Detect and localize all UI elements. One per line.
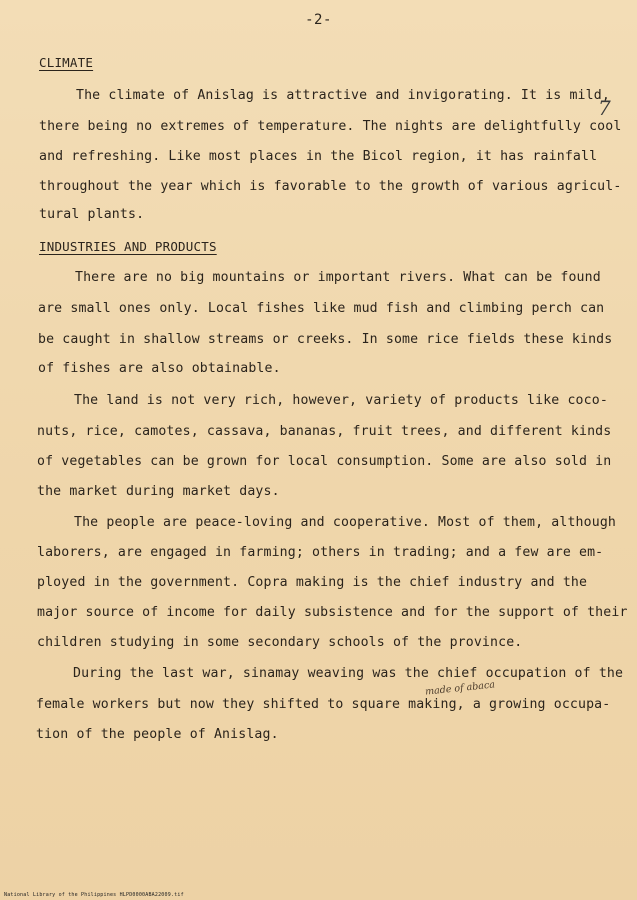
text-line: there being no extremes of temperature. The nights are delightfully cool (39, 119, 622, 134)
text-line: of fishes are also obtainable. (38, 361, 281, 376)
text-line: are small ones only. Local fishes like mud fish and climbing perch can (38, 301, 605, 316)
text-line: and refreshing. Like most places in the Bicol region, it has rainfall (39, 149, 598, 164)
text-line: The climate of Anislag is attractive and invigorating. It is mild, (76, 88, 610, 103)
text-line: nuts, rice, camotes, cassava, bananas, fruit trees, and different kinds (37, 424, 612, 439)
industries-heading: INDUSTRIES AND PRODUCTS (39, 239, 217, 254)
text-line: of vegetables can be grown for local consumption. Some are also sold in (37, 454, 612, 469)
text-line: female workers but now they shifted to square making, a growing occupa- (36, 697, 611, 712)
text-line: During the last war, sinamay weaving was the chief occupation of the (73, 666, 624, 681)
text-line: the market during market days. (37, 484, 280, 499)
text-line: There are no big mountains or important rivers. What can be found (75, 270, 601, 285)
handwritten-insert: made of abaca (424, 679, 496, 698)
text-line: ployed in the government. Copra making is the chief industry and the (37, 575, 588, 590)
climate-heading: CLIMATE (39, 55, 94, 70)
text-line: tion of the people of Anislag. (36, 727, 279, 742)
text-line: laborers, are engaged in farming; others in trading; and a few are em- (37, 545, 604, 560)
margin-mark: 7 (598, 96, 611, 120)
text-line: The land is not very rich, however, variety of products like coco- (74, 393, 608, 408)
text-line: children studying in some secondary schools of the province. (37, 635, 523, 650)
scan-footer: National Library of the Philippines HLPD0000ABA22009.tif (4, 892, 184, 898)
page-number: -2- (305, 12, 332, 28)
text-line: throughout the year which is favorable to the growth of various agricul- (39, 179, 622, 194)
text-line: major source of income for daily subsistence and for the support of their (37, 605, 628, 620)
text-line: tural plants. (39, 207, 145, 222)
text-line: The people are peace-loving and cooperative. Most of them, although (74, 515, 616, 530)
text-line: be caught in shallow streams or creeks. In some rice fields these kinds (38, 332, 613, 347)
